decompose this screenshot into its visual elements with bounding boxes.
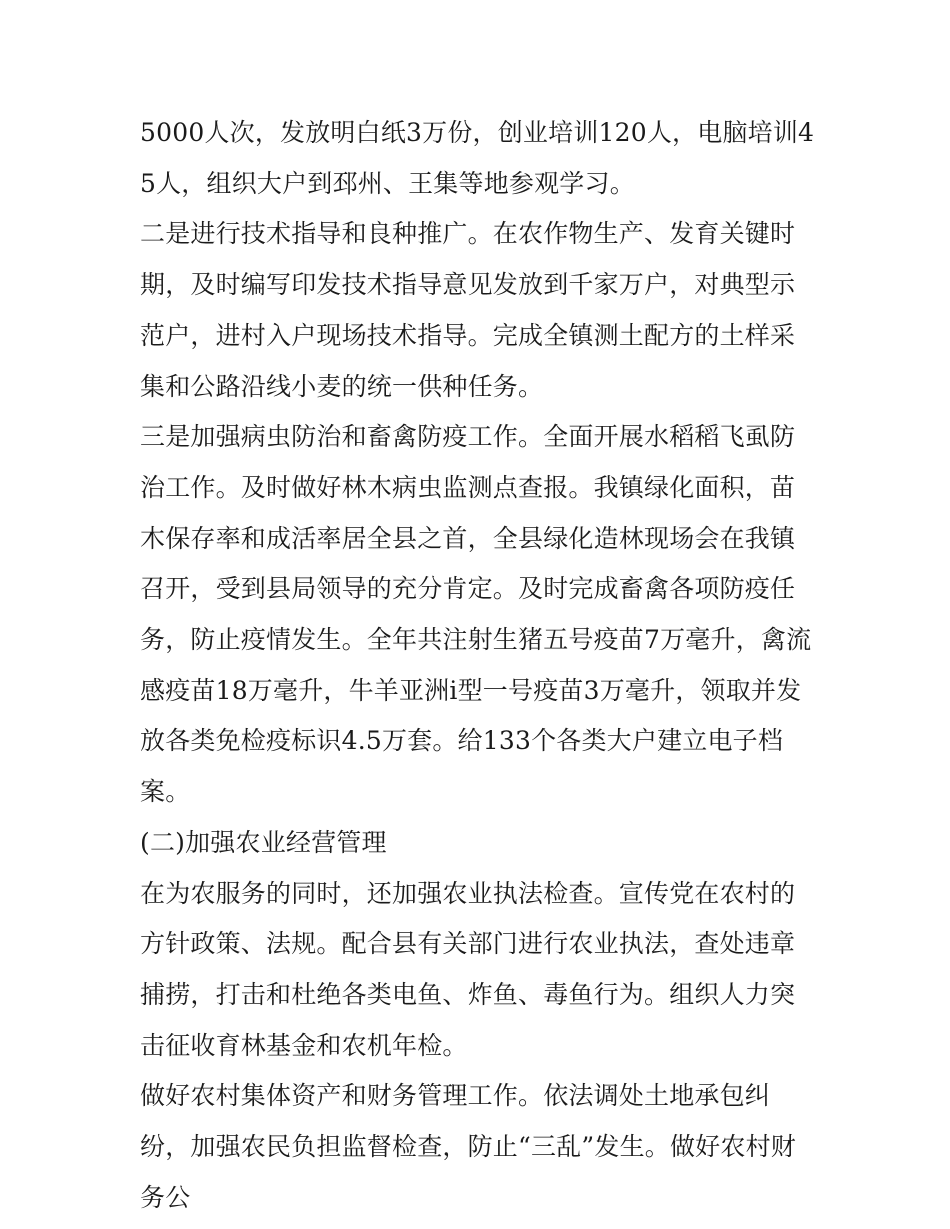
document-body xyxy=(140,108,820,1223)
paragraph-pest-control: 三是加强病虫防治和畜禽防疫工作。全面开展水稻稻飞虱防治工作。及时做好林木病虫监测点查报。我镇绿化面积，苗木保存率和成活率居全县之首，全县绿化造林现场会在我镇召开，受到县局领导的充分肯定。及时完成畜禽各项防疫任务，防止疫情发生。全年共注射生猪五号疫苗7万毫升，禽流感疫苗18万毫升，牛羊亚洲i型一号疫苗3万毫升，领取并发放各类免检疫标识4.5万套。给133个各类大户建立电子档案。 xyxy=(140,422,812,807)
paragraph-law-enforcement: 在为农服务的同时，还加强农业执法检查。宣传党在农村的方针政策、法规。配合县有关部门进行农业执法，查处违章捕捞，打击和杜绝各类电鱼、炸鱼、毒鱼行为。组织人力突击征收育林基金和农机年检。 xyxy=(140,878,796,1060)
paragraph-training: 5000人次，发放明白纸3万份，创业培训120人，电脑培训45人，组织大户到邳州、王集等地参观学习。 xyxy=(140,118,815,198)
paragraph-technical-guidance: 二是进行技术指导和良种推广。在农作物生产、发育关键时期，及时编写印发技术指导意见发放到千家万户，对典型示范户，进村入户现场技术指导。完成全镇测土配方的土样采集和公路沿线小麦的统一供种任务。 xyxy=(140,219,796,401)
paragraph-asset-management: 做好农村集体资产和财务管理工作。依法调处土地承包纠纷，加强农民负担监督检查，防止“三乱”发生。做好农村财务公 xyxy=(140,1081,796,1212)
section-heading-management: (二)加强农业经营管理 xyxy=(140,827,387,857)
